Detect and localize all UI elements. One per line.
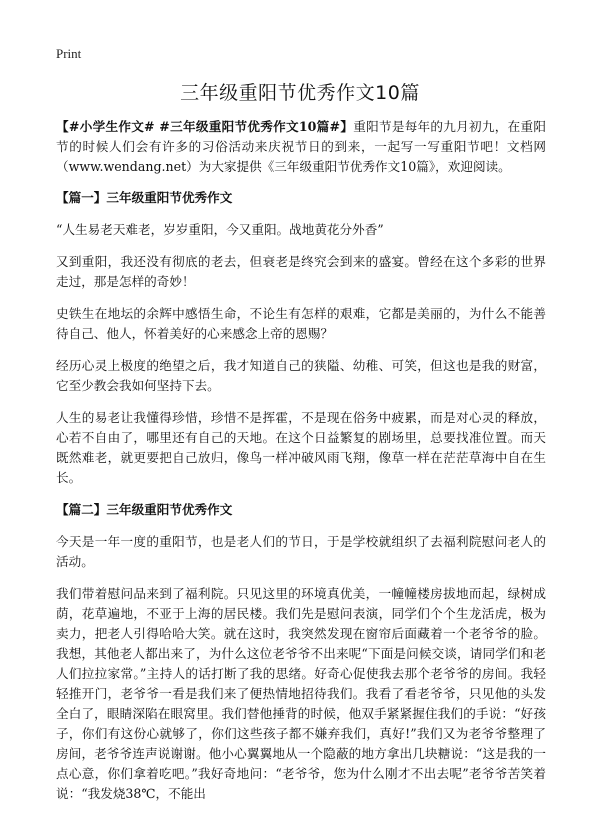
section-1-paragraph: 史铁生在地坛的余辉中感悟生命，不论生有怎样的艰难，它都是美丽的，为什么不能善待自己、他人，怀着美好的心来感念上帝的恩赐？	[56, 306, 546, 341]
section-1-paragraph: “人生易老天难老，岁岁重阳，今又重阳。战地黄花分外香”	[56, 222, 384, 237]
section-heading-1: 【篇一】三年级重阳节优秀作文	[56, 190, 233, 205]
intro-text: 重阳节是每年的九月初九，在重阳节的时候人们会有许多的习俗活动来庆祝节日的到来，一起写一写重阳节吧！文档网（www.wendang.net）为大家提供《三年级重阳节优秀作文10篇》，欢迎阅读。	[56, 119, 546, 174]
section-2-paragraph: 我们带着慰问品来到了福利院。只见这里的环境真优美，一幢幢楼房拔地而起，绿树成荫，花草遍地，不亚于上海的居民楼。我们先是慰问表演，同学们个个生龙活虎，极为卖力，把老人引得哈哈大笑。就在这时，我突然发现在窗帘后面藏着一个老爷爷的脸。我想，其他老人都出来了，为什么这位老爷爷不出来呢“下面是问候交谈，请同学们和老人们拉拉家常。”主持人的话打断了我的思绪。好奇心促使我去那个老爷爷的房间。我轻轻推开门，老爷爷一看是我们来了便热情地招待我们。我看了看老爷爷，只见他的头发全白了，眼睛深陷在眼窝里。我们替他捶背的时候，他双手紧紧握住我们的手说：“好孩子，你们有这份心就够了，你们这些孩子都不嫌弃我们，真好!”我们又为老爷爷整理了房间，老爷爷连声说谢谢。他小心翼翼地从一个隐蔽的地方拿出几块糖说：“这是我的一点心意，你们拿着吃吧。”我好奇地问：“老爷爷，您为什么刚才不出去呢”老爷爷苦笑着说：“我发烧38℃，不能出	[56, 586, 546, 801]
section-heading-2: 【篇二】三年级重阳节优秀作文	[56, 502, 233, 517]
document-title: 三年级重阳节优秀作文10篇	[180, 82, 420, 104]
section-2-paragraph: 今天是一年一度的重阳节，也是老人们的节日，于是学校就组织了去福利院慰问老人的活动。	[56, 534, 546, 569]
section-1-paragraph: 经历心灵上极度的绝望之后，我才知道自己的狭隘、幼稚、可笑，但这也是我的财富，它至少教会我如何坚持下去。	[56, 358, 546, 393]
intro-paragraph	[56, 117, 546, 177]
section-1-paragraph: 人生的易老让我懂得珍惜，珍惜不是挥霍，不是现在俗务中疲累，而是对心灵的释放，心若不自由了，哪里还有自己的天地。在这个日益繁复的剧场里，总要找准位置。而天既然难老，就更要把自己放归，像鸟一样冲破风雨飞翔，像草一样在茫茫草海中自在生长。	[56, 410, 546, 485]
intro-tags: 【#小学生作文# #三年级重阳节优秀作文10篇#】	[56, 119, 354, 134]
print-link[interactable]: Print	[56, 46, 82, 61]
section-1-paragraph: 又到重阳，我还没有彻底的老去，但衰老是终究会到来的盛宴。曾经在这个多彩的世界走过，那是怎样的奇妙！	[56, 254, 546, 289]
document-body	[56, 117, 546, 816]
